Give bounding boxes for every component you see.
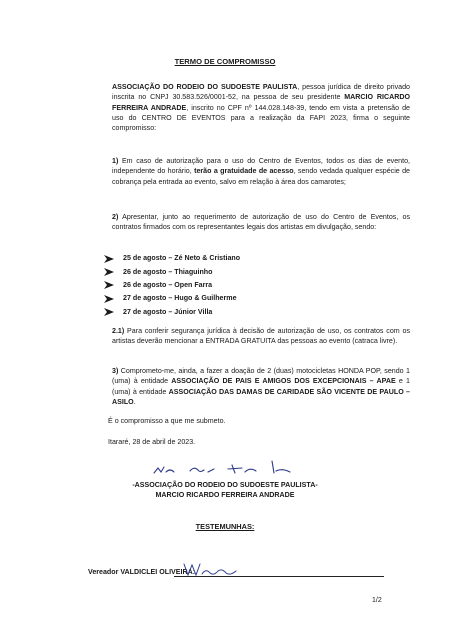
clause-3-text-1: Comprometo-me, ainda, a fazer a doação de 2 (duas) motocicletas HONDA POP, sendo 1 (uma) à entidade: [112, 367, 410, 386]
clause-1-text-1: Em caso de autorização para o uso do Centro de Eventos, todos os dias de evento, independente do horário,: [112, 157, 410, 176]
arrow-bullet-icon: [104, 281, 114, 289]
clause-2-1-text: Para conferir segurança jurídica à decisão de autorização de uso, os contratos com os artistas deverão mencionar a ENTRADA GRATUITA das pessoas ao evento (catraca livre).: [112, 327, 410, 346]
signatory-block: [100, 481, 350, 500]
clause-2-text: Apresentar, junto ao requerimento de autorização de uso do Centro de Eventos, os contratos firmados com os representantes legais dos artistas em divulgação, sendo:: [112, 213, 410, 232]
witness-signature-line: [88, 566, 388, 580]
date-line: Itararé, 28 de abril de 2023.: [108, 438, 196, 446]
entity-apae: ASSOCIAÇÃO DE PAIS E AMIGOS DOS EXCEPCIONAIS – APAE: [171, 377, 396, 386]
artist-entry: 27 de agosto – Júnior Villa: [123, 307, 213, 316]
arrow-bullet-icon: [104, 268, 114, 276]
clause-1-number: 1): [112, 157, 119, 165]
intro-text-1: , pessoa jurídica de direito privado inscrita no CNPJ 30.583.526/0001-52, na pessoa de seu presidente: [112, 83, 410, 102]
clause-2-1: [86, 326, 410, 347]
artist-list-item: [104, 265, 304, 278]
clause-2-number: 2): [112, 213, 119, 221]
clause-1: [86, 156, 410, 187]
witnesses-heading: TESTEMUNHAS:: [195, 522, 255, 531]
clause-2-1-number: 2.1): [112, 327, 125, 335]
signatory-name: MARCIO RICARDO FERREIRA ANDRADE: [155, 490, 295, 499]
artist-list-item: [104, 252, 304, 265]
clause-1-text-2: , sendo vedada qualquer espécie de cobrança pela entrada ao evento, salvo em relação à área dos camarotes;: [112, 167, 410, 186]
clause-3-text-3: .: [133, 398, 136, 407]
artist-entry: 27 de agosto – Hugo & Guilherme: [123, 294, 237, 303]
org-name: ASSOCIAÇÃO DO RODEIO DO SUDOESTE PAULISTA: [112, 83, 298, 91]
artist-list-item: [104, 305, 304, 318]
artist-entry: 26 de agosto – Open Farra: [123, 281, 213, 290]
closing-sentence: É o compromisso a que me submeto.: [108, 417, 226, 425]
president-name: MARCIO RICARDO FERREIRA ANDRADE: [112, 93, 410, 112]
artist-list: [104, 252, 304, 318]
clause-3-text-2: e 1 (uma) à entidade: [112, 377, 410, 396]
artist-list-item: [104, 292, 304, 305]
artist-entry: 25 de agosto – Zé Neto & Cristiano: [123, 254, 241, 263]
entity-asilo: ASSOCIAÇÃO DAS DAMAS DE CARIDADE SÃO VICENTE DE PAULO – ASILO: [112, 387, 410, 407]
arrow-bullet-icon: [104, 308, 114, 316]
president-signature: [150, 457, 300, 479]
artist-entry: 26 de agosto – Thiaguinho: [123, 267, 213, 276]
signatory-org: -ASSOCIAÇÃO DO RODEIO DO SUDOESTE PAULISTA-: [132, 481, 318, 489]
intro-text-2: , inscrito no CPF nº 144.028.148-39, tendo em vista a pretensão de uso do CENTRO DE EVENTOS para a realização da FAPI 2023, firma o seguinte compromisso:: [112, 103, 410, 133]
clause-1-bold: terão a gratuidade de acesso: [194, 167, 294, 176]
page-number: 1/2: [372, 597, 382, 604]
document-title: TERMO DE COMPROMISSO: [174, 57, 276, 66]
arrow-bullet-icon: [104, 295, 114, 303]
witness-label: Vereador VALDICLEI OLIVEIRA:: [88, 568, 196, 576]
clause-3: [86, 366, 410, 407]
witness-signature: [182, 560, 240, 578]
arrow-bullet-icon: [104, 255, 114, 263]
clause-2: [86, 212, 410, 233]
artist-list-item: [104, 279, 304, 292]
intro-paragraph: [86, 82, 410, 134]
clause-3-number: 3): [112, 367, 119, 375]
